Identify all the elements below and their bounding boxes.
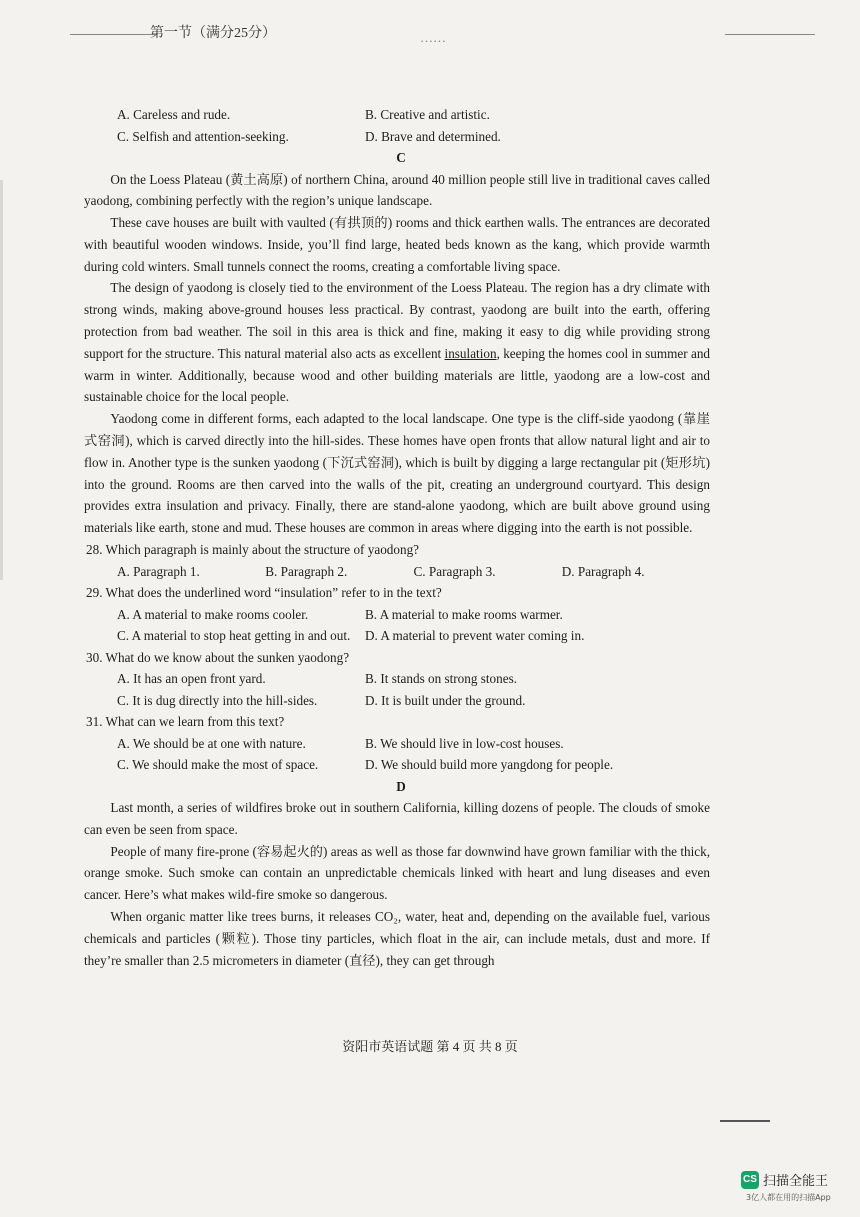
q27-option-c: C. Selfish and attention-seeking. <box>117 128 289 144</box>
q28-option-b: B. Paragraph 2. <box>265 563 348 579</box>
q27-option-b: B. Creative and artistic. <box>365 107 490 122</box>
q31-options-row-1 <box>84 733 710 755</box>
passage-d-paragraph-1: Last month, a series of wildfires broke out in southern California, killing dozens of people. The clouds of smoke can even be seen from space. <box>84 800 710 837</box>
q29-option-a: A. A material to make rooms cooler. <box>117 606 309 622</box>
exam-content <box>84 104 710 971</box>
q30-options-row-1 <box>84 668 710 690</box>
q27-option-a: A. Careless and rude. <box>117 107 231 122</box>
passage-c-paragraph-2: These cave houses are built with vaulted (有拱顶的) rooms and thick earthen walls. The entrances are decorated with beautiful wooden windows. Inside, you’ll find large, heated beds known as the kang, which provide warmth during cold winters. Small tunnels connect the rooms, creating a comfortable living space. <box>84 215 710 274</box>
q29-options-row-1 <box>84 604 710 626</box>
q31-option-a: A. We should be at one with nature. <box>117 735 306 751</box>
passage-c-letter: C <box>396 150 406 165</box>
underlined-word-insulation: insulation <box>444 345 497 361</box>
q30-option-a: A. It has an open front yard. <box>117 671 266 687</box>
q28-option-a: A. Paragraph 1. <box>117 563 200 579</box>
q27-option-d: D. Brave and determined. <box>365 128 501 144</box>
question-28-options <box>84 561 710 583</box>
camscanner-watermark <box>741 1170 828 1189</box>
q31-option-b: B. We should live in low-cost houses. <box>365 735 564 751</box>
q31-options-row-2 <box>84 754 710 776</box>
page-footer: 资阳市英语试题 第 4 页 共 8 页 <box>342 1039 518 1054</box>
faint-header-text: …… <box>420 30 446 45</box>
passage-c-paragraph-3 <box>84 277 710 408</box>
question-30-stem: 30. What do we know about the sunken yaodong? <box>86 649 350 665</box>
q30-option-d: D. It is built under the ground. <box>365 692 526 708</box>
q27-options-row-1 <box>84 104 710 126</box>
q29-option-d: D. A material to prevent water coming in. <box>365 628 585 644</box>
question-29-stem: 29. What does the underlined word “insulation” refer to in the text? <box>86 585 442 601</box>
q28-option-c: C. Paragraph 3. <box>413 563 496 579</box>
question-31-stem: 31. What can we learn from this text? <box>86 714 285 730</box>
top-divider-right <box>725 34 815 35</box>
passage-c-paragraph-1: On the Loess Plateau (黄土高原) of northern China, around 40 million people still live in traditional caves called yaodong, combining perfectly with the region’s unique landscape. <box>84 171 710 209</box>
q30-options-row-2 <box>84 690 710 712</box>
scan-edge-shadow <box>0 180 3 580</box>
q31-option-d: D. We should build more yangdong for people. <box>365 757 614 773</box>
q28-option-d: D. Paragraph 4. <box>561 563 645 579</box>
camscanner-logo-icon: CS <box>741 1171 759 1189</box>
p3-text-after: , keeping the homes cool in summer and warm in winter. Additionally, because wood and other building materials are little, yaodong are a low-cost and sustainable choice for the local people. <box>84 345 711 405</box>
p3-text-before: The design of yaodong is closely tied to the environment of the Loess Plateau. The region has a dry climate with strong winds, making above-ground houses less practical. By contrast, yaodong are built into the earth, offering protection from bad weather. The soil in this area is thick and fine, making it easy to dig while providing strong support for the structure. This natural material also acts as excellent <box>84 280 710 361</box>
passage-d-paragraph-2: People of many fire-prone (容易起火的) areas as well as those far downwind have grown familiar with the thick, orange smoke. Such smoke can contain an unpredictable chemicals linked with heart and lung diseases and even cancer. Here’s what makes wild-fire smoke so dangerous. <box>84 843 710 903</box>
q31-option-c: C. We should make the most of space. <box>117 757 319 773</box>
question-28-stem: 28. Which paragraph is mainly about the structure of yaodong? <box>86 542 420 558</box>
passage-d-letter: D <box>396 778 406 794</box>
passage-d-paragraph-3: When organic matter like trees burns, it releases CO₂, water, heat and, depending on the available fuel, various chemicals and particles (颗粒). Those tiny particles, which float in the air, can include metals, dust and more. If they’re smaller than 2.5 micrometers in diameter (直径), they can get through <box>84 909 710 968</box>
q29-option-c: C. A material to stop heat getting in and out. <box>117 628 351 644</box>
bottom-mark <box>720 1120 770 1122</box>
passage-c-paragraph-4: Yaodong come in different forms, each adapted to the local landscape. One type is the cliff-side yaodong (靠崖式窑洞), which is carved directly into the hill-sides. These homes have open fronts that allow natural light and air to flow in. Another type is the sunken yaodong (下沉式窑洞), which is built by digging a large rectangular pit (矩形坑) into the ground. Rooms are then carved into the walls of the pit, creating an underground courtyard. This design provides extra insulation and privacy. Finally, there are stand-alone yaodong, which are built above ground using materials like earth, stone and mud. These houses are common in areas where digging into the earth is not possible. <box>84 411 710 536</box>
top-divider-left <box>70 34 155 35</box>
q29-options-row-2 <box>84 625 710 647</box>
q30-option-c: C. It is dug directly into the hill-sides. <box>117 692 318 708</box>
section-header: 第一节（满分25分） <box>150 26 276 41</box>
camscanner-tagline: 3亿人都在用的扫描App <box>746 1193 831 1202</box>
q30-option-b: B. It stands on strong stones. <box>365 671 518 687</box>
q27-options-row-2 <box>84 126 710 148</box>
q29-option-b: B. A material to make rooms warmer. <box>365 606 563 622</box>
camscanner-app-name: 扫描全能王 <box>763 1174 829 1189</box>
